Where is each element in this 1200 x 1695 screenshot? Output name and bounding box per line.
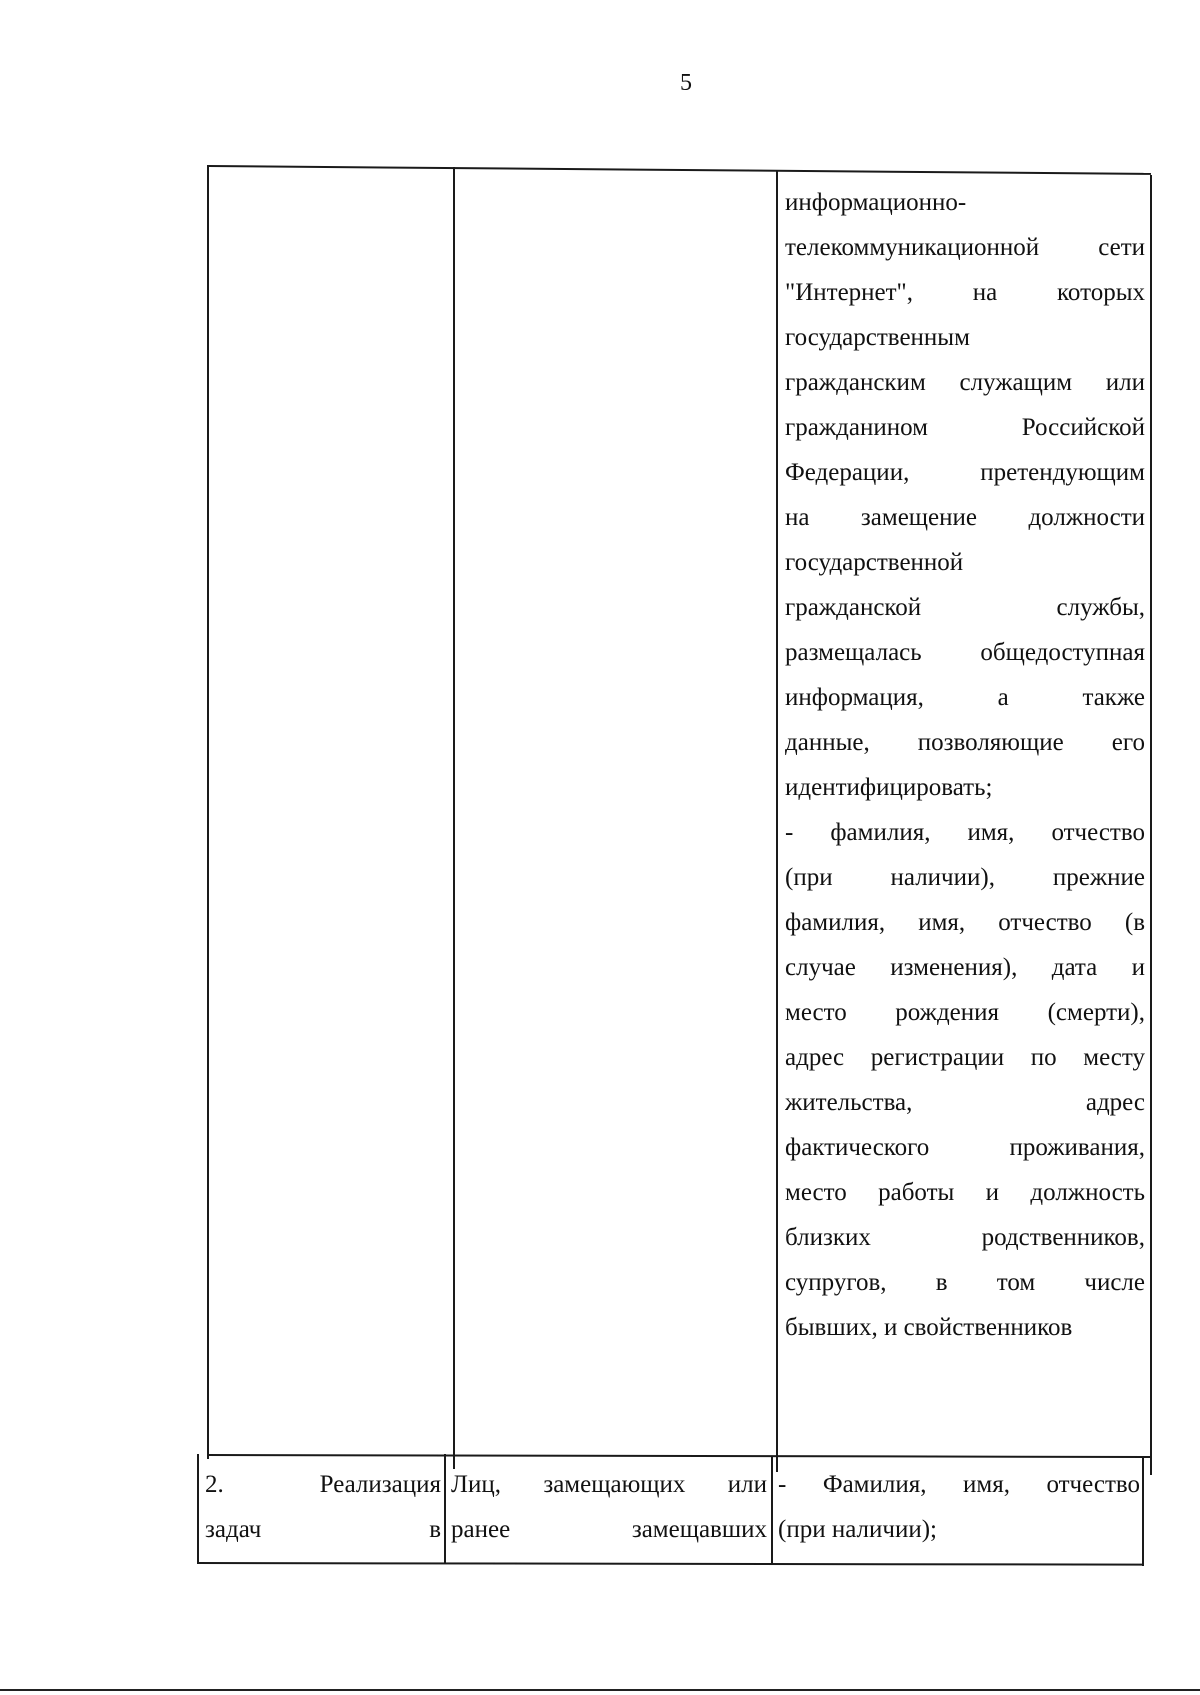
table-row-separator	[207, 1454, 1151, 1458]
text-line: гражданином Российской	[785, 414, 1145, 441]
page-bottom-rule	[0, 1689, 1200, 1691]
text-line: место работы и должность	[785, 1179, 1145, 1206]
text-line: - Фамилия, имя, отчество	[778, 1471, 1140, 1498]
table-border-right	[1150, 175, 1152, 1475]
text-line: идентифицировать;	[785, 774, 993, 801]
text-line: на замещение должности	[785, 504, 1145, 531]
table-border-top	[209, 165, 1151, 175]
text-line: "Интернет", на которых	[785, 279, 1145, 306]
text-line: данные, позволяющие его	[785, 729, 1145, 756]
text-line: телекоммуникационной сети	[785, 234, 1145, 261]
table-border-bottom	[197, 1562, 1143, 1566]
text-line: (при наличии), прежние	[785, 864, 1145, 891]
row2-col1-cell	[205, 1462, 441, 1552]
table-border-left-lower	[197, 1454, 199, 1564]
table-divider-2	[776, 170, 778, 1472]
text-line: задач в	[205, 1516, 441, 1543]
table-divider-2-lower	[771, 1456, 773, 1564]
text-line: близких родственников,	[785, 1224, 1145, 1251]
row2-col3-cell	[778, 1462, 1140, 1552]
text-line: размещалась общедоступная	[785, 639, 1145, 666]
text-line: фактического проживания,	[785, 1134, 1145, 1161]
row2-col2-cell	[451, 1462, 767, 1552]
text-line: бывших, и свойственников	[785, 1314, 1073, 1341]
text-line: информация, а также	[785, 684, 1145, 711]
text-line: супругов, в том числе	[785, 1269, 1145, 1296]
text-line: государственным	[785, 324, 970, 351]
row1-col3-cell	[785, 180, 1145, 1350]
text-line: жительства, адрес	[785, 1089, 1145, 1116]
text-line: случае изменения), дата и	[785, 954, 1145, 981]
text-line: (при наличии);	[778, 1516, 937, 1543]
text-line: 2. Реализация	[205, 1471, 441, 1498]
text-line: место рождения (смерти),	[785, 999, 1145, 1026]
table-border-right-lower	[1142, 1456, 1144, 1566]
table-divider-1	[453, 167, 455, 1469]
text-line: гражданским служащим или	[785, 369, 1145, 396]
text-line: адрес регистрации по месту	[785, 1044, 1145, 1071]
text-line: ранее замещавших	[451, 1516, 767, 1543]
text-line: фамилия, имя, отчество (в	[785, 909, 1145, 936]
text-line: информационно-	[785, 189, 967, 216]
text-line: - фамилия, имя, отчество	[785, 819, 1145, 846]
table-border-left	[207, 165, 209, 1459]
table-divider-1-lower	[444, 1454, 446, 1564]
text-line: государственной	[785, 549, 964, 576]
page-number: 5	[680, 70, 692, 96]
text-line: гражданской службы,	[785, 594, 1145, 621]
text-line: Лиц, замещающих или	[451, 1471, 767, 1498]
text-line: Федерации, претендующим	[785, 459, 1145, 486]
